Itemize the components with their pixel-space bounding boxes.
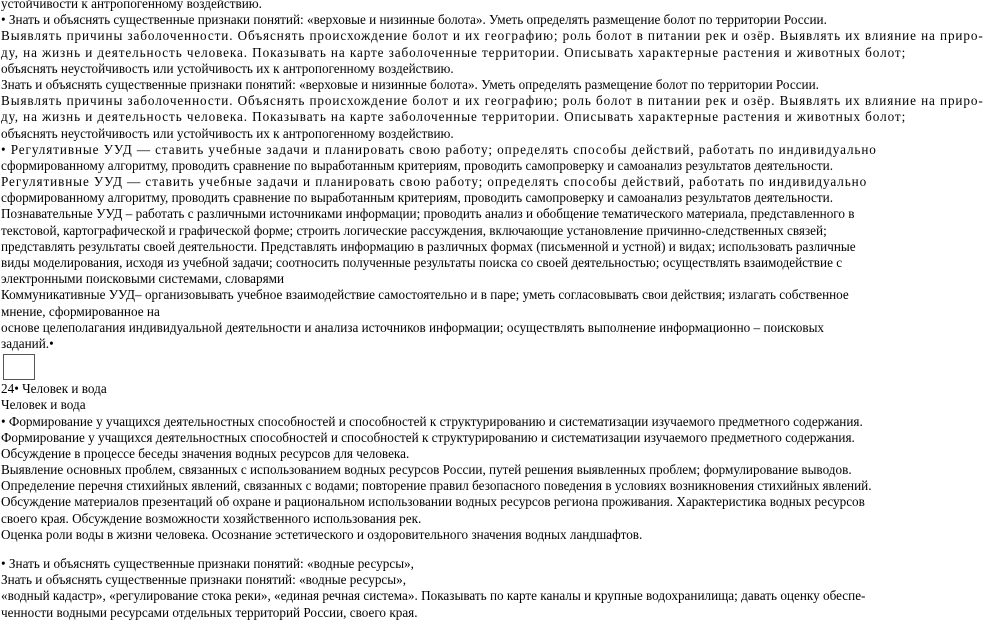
text-line: сформированному алгоритму, проводить сравнение по выработанным критериям, проводить самопроверку и самоанализ результатов деятельности.	[1, 190, 834, 206]
text-line: Выявление основных проблем, связанных с использованием водных ресурсов России, путей решения выявленных проблем; формулирование выводов.	[1, 462, 852, 478]
text-line: • Знать и объяснять существенные признаки понятий: «водные ресурсы»,	[1, 556, 414, 571]
text-line: ду, на жизнь и деятельность человека. Показывать на карте заболоченные территории. Описывать характерные растения и животных болот;	[1, 44, 907, 60]
regulative-heading-line: • Регулятивные УУД — ставить учебные задачи и планировать свою работу; определять способы действий, работать по индивидуально	[1, 141, 877, 157]
text-line: Определение перечня стихийных явлений, связанных с водами; повторение правил безопасного поведения в условиях возникновения стихийных явлений.	[1, 478, 872, 494]
text-line: электронными поисковыми системами, словарями	[1, 271, 285, 287]
text-line: виды моделирования, исходя из учебной задачи; соотносить полученные результаты поиска со своей деятельностью; осуществлять взаимодействие с	[1, 255, 843, 270]
cognitive-heading-line: Познавательные УУД – работать с различными источниками информации; проводить анализ и обобщение тематического материала, представленного в	[1, 206, 855, 222]
text-line: объяснять неустойчивость или устойчивость их к антропогенному воздействию.	[1, 125, 454, 141]
text-line: ду, на жизнь и деятельность человека. Показывать на карте заболоченные территории. Описывать характерные растения и животных болот;	[1, 109, 907, 125]
text-line: Знать и объяснять существенные признаки понятий: «водные ресурсы»,	[1, 572, 407, 588]
text-line: текстовой, картографической и графической форме; строить логические рассуждения, включающие установление причинно-следственных связей;	[1, 222, 827, 238]
text-line: Формирование у учащихся деятельностных способностей и способностей к структурированию и систематизации изучаемого предметного содержания.	[1, 429, 855, 445]
text-line: Знать и объяснять существенные признаки понятий: «верховые и низинные болота». Уметь определять размещение болот по территории России.	[1, 76, 819, 92]
text-line: устойчивости к антропогенному воздействию.	[1, 0, 262, 11]
empty-table-cell	[3, 354, 35, 380]
section-subtitle: Человек и вода	[1, 397, 86, 413]
text-line: Обсуждение материалов презентаций об охране и рациональном использовании водных ресурсов региона проживания. Характеристика водных ресурсов	[1, 494, 865, 510]
text-line: Оценка роли воды в жизни человека. Осознание эстетического и оздоровительного значения водных ландшафтов.	[1, 526, 643, 542]
text-line: представлять результаты своей деятельности. Представлять информацию в различных формах (письменной и устной) и видах; использовать различные	[1, 238, 856, 254]
text-line: ченности водными ресурсами отдельных территорий России, своего края.	[1, 604, 418, 620]
text-line: своего края. Обсуждение возможности хозяйственного использования рек.	[1, 510, 422, 526]
text-line: заданий.•	[1, 335, 54, 351]
text-line: • Знать и объяснять существенные признаки понятий: «верховые и низинные болота». Уметь определять размещение болот по территории России.	[1, 12, 827, 28]
text-line: «водный кадастр», «регулирование стока реки», «единая речная система». Показывать по карте каналы и крупные водохранилища; давать оценку обеспе-	[1, 588, 866, 604]
text-line: основе целеполагания индивидуальной деятельности и анализа источников информации; осуществлять выполнение информационно – поисковых	[1, 319, 825, 335]
text-line: сформированному алгоритму, проводить сравнение по выработанным критериям, проводить самопроверку и самоанализ результатов деятельности.	[1, 157, 834, 173]
text-line: Выявлять причины заболоченности. Объяснять происхождение болот и их географию; роль болот в питании рек и озёр. Выявлять их влияние на приро-	[1, 93, 984, 109]
text-line: Выявлять причины заболоченности. Объяснять происхождение болот и их географию; роль болот в питании рек и озёр. Выявлять их влияние на приро-	[1, 28, 984, 44]
text-line: мнение, сформированное на	[1, 303, 160, 319]
section-title: 24• Человек и вода	[1, 381, 107, 397]
regulative-heading-line: Регулятивные УУД — ставить учебные задачи и планировать свою работу; определять способы действий, работать по индивидуально	[1, 174, 868, 190]
text-line: объяснять неустойчивость или устойчивость их к антропогенному воздействию.	[1, 60, 454, 76]
text-line: • Формирование у учащихся деятельностных способностей и способностей к структурированию и систематизации изучаемого предметного содержания.	[1, 413, 863, 429]
text-line: Обсуждение в процессе беседы значения водных ресурсов для человека.	[1, 445, 410, 461]
communicative-heading-line: Коммуникативные УУД– организовывать учебное взаимодействие самостоятельно и в паре; уметь согласовывать свои действия; излагать собственное	[1, 287, 849, 303]
paragraph-gap	[1, 543, 813, 556]
document-page	[1, 0, 984, 621]
